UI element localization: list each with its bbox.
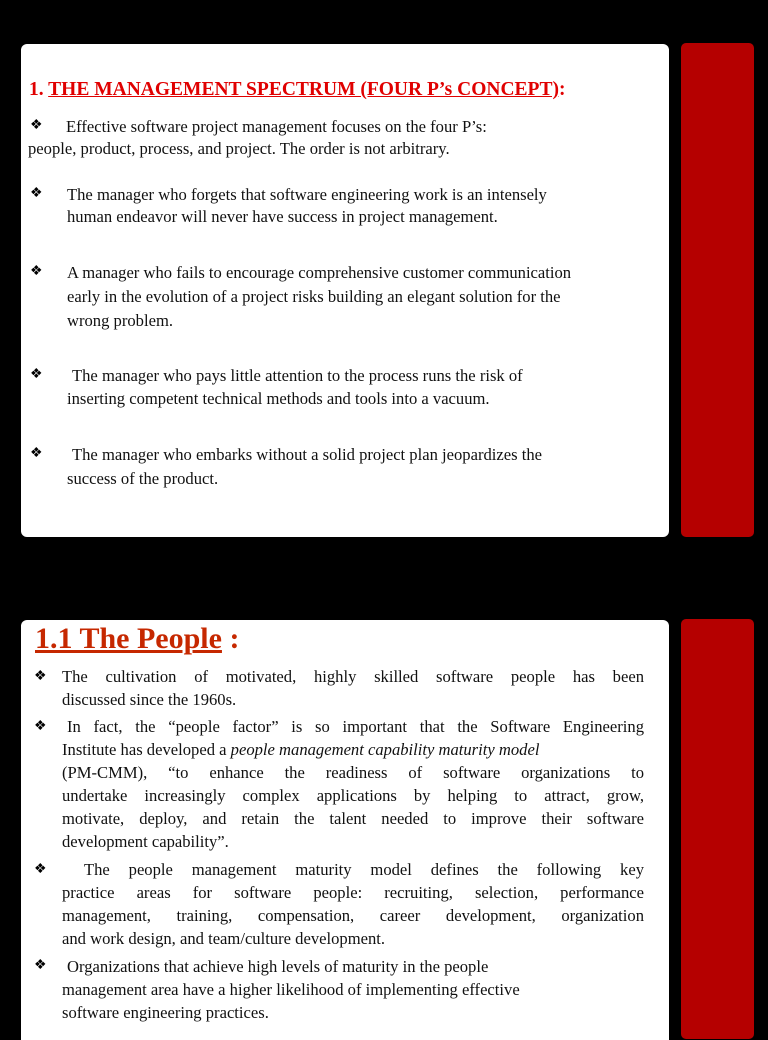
diamond-bullet-icon: ❖: [34, 862, 47, 877]
title-colon: :: [558, 79, 566, 100]
diamond-bullet-icon: ❖: [30, 367, 43, 382]
slide-title: [35, 622, 239, 656]
bullet-text-line: The cultivation of motivated, highly skilled software people has been: [62, 667, 644, 686]
bullet-text-line: management, training, compensation, career development, organization: [62, 906, 644, 925]
diamond-bullet-icon: ❖: [30, 264, 43, 279]
bullet-text-line: wrong problem.: [67, 311, 173, 330]
slide-management-spectrum: [21, 44, 669, 537]
bullet-text-line: motivate, deploy, and retain the talent needed to improve their software: [62, 809, 644, 828]
bullet-paragraph: [62, 955, 644, 1024]
bullet-text-line: development capability”.: [62, 832, 229, 851]
diamond-bullet-icon: ❖: [30, 186, 43, 201]
bullet-text-line: The manager who pays little attention to the process runs the risk of: [72, 366, 523, 385]
bullet-paragraph: [62, 858, 644, 950]
diamond-bullet-icon: ❖: [34, 719, 47, 734]
italic-term: people management capability maturity model: [230, 740, 540, 759]
bullet-text-line: inserting competent technical methods and tools into a vacuum.: [67, 389, 490, 408]
diamond-bullet-icon: ❖: [30, 118, 43, 133]
accent-bar: [681, 619, 754, 1039]
bullet-text-line: discussed since the 1960s.: [62, 690, 237, 709]
bullet-text-line: success of the product.: [67, 469, 219, 488]
bullet-text-line: Organizations that achieve high levels of maturity in the people: [67, 957, 489, 976]
bullet-text-line: The people management maturity model defines the following key: [84, 860, 644, 879]
bullet-text-line: In fact, the “people factor” is so important that the Software Engineering: [67, 717, 644, 736]
diamond-bullet-icon: ❖: [30, 446, 43, 461]
bullet-paragraph: [62, 665, 644, 711]
bullet-text-line: The manager who forgets that software engineering work is an intensely: [67, 185, 547, 204]
diamond-bullet-icon: ❖: [34, 958, 47, 973]
diamond-bullet-icon: ❖: [34, 669, 47, 684]
bullet-text-segment: Institute has developed a: [62, 740, 227, 759]
title-text: THE MANAGEMENT SPECTRUM (FOUR P’s CONCEPT): [48, 79, 559, 100]
slide-title: [29, 79, 565, 101]
slide-the-people: [21, 620, 669, 1040]
bullet-paragraph: [62, 715, 644, 853]
bullet-text-line: Effective software project management focuses on the four P’s:: [66, 117, 487, 136]
bullet-text-line: people, product, process, and project. The order is not arbitrary.: [28, 139, 450, 158]
bullet-text-line: (PM-CMM), “to enhance the readiness of software organizations to: [62, 763, 644, 782]
title-colon: :: [221, 622, 240, 655]
bullet-text-line: undertake increasingly complex applications by helping to attract, grow,: [62, 786, 644, 805]
accent-bar: [681, 43, 754, 537]
title-text: 1.1 The People: [35, 622, 222, 655]
bullet-text-line: human endeavor will never have success in project management.: [67, 207, 498, 226]
bullet-text-line: early in the evolution of a project risks building an elegant solution for the: [67, 287, 561, 306]
bullet-text-line: The manager who embarks without a solid project plan jeopardizes the: [72, 445, 543, 464]
bullet-text-line: [62, 738, 644, 761]
bullet-text-line: practice areas for software people: recruiting, selection, performance: [62, 883, 644, 902]
bullet-text-line: management area have a higher likelihood of implementing effective: [62, 980, 520, 999]
bullet-text-line: A manager who fails to encourage comprehensive customer communication: [67, 263, 572, 282]
bullet-text-line: and work design, and team/culture development.: [62, 929, 386, 948]
title-number: 1.: [29, 79, 44, 100]
bullet-text-line: software engineering practices.: [62, 1003, 269, 1022]
